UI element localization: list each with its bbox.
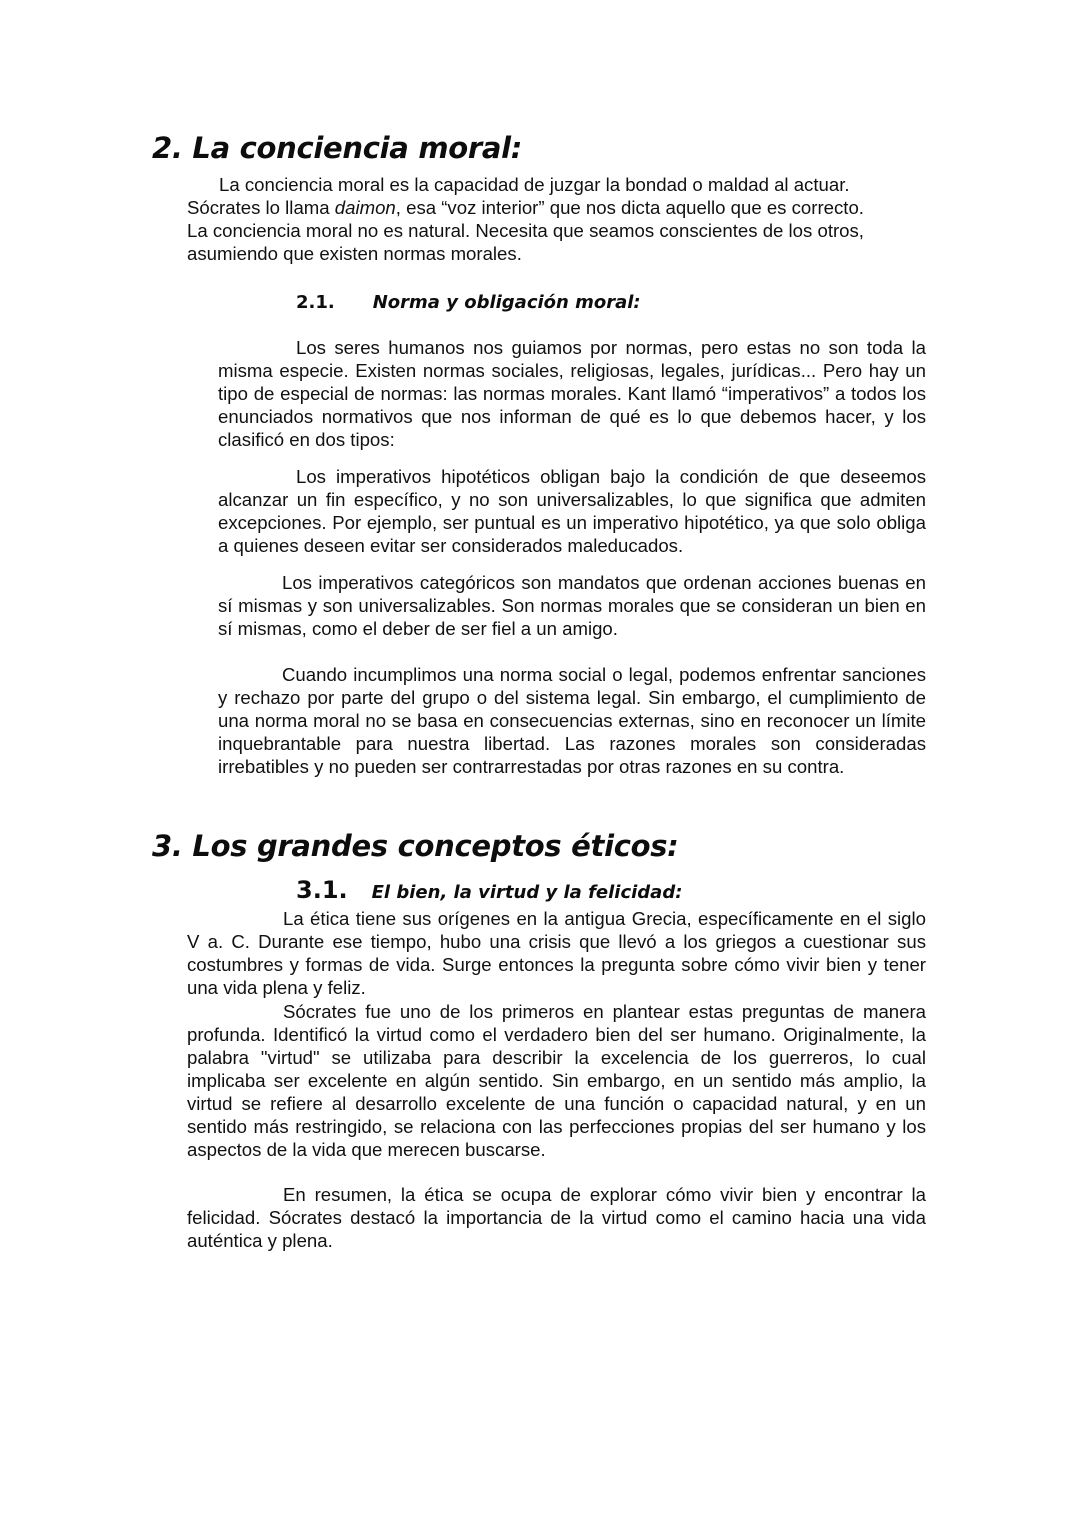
paragraph-incumplimiento: Cuando incumplimos una norma social o legal, podemos enfrentar sanciones y rechazo por parte del grupo o del sistema legal. Sin embargo, el cumplimiento de una norma moral no se basa en consecuencias externas, sino en reconocer un límite inquebrantable para nuestra libertad. Las razones morales son consideradas irrebatibles y no pueden ser contrarrestadas por otras razones en su contra.: [218, 664, 926, 777]
paragraph-resumen: En resumen, la ética se ocupa de explorar cómo vivir bien y encontrar la felicidad. Sócrates destacó la importancia de la virtud como el camino hacia una vida auténtica y plena.: [187, 1184, 926, 1251]
paragraph-normas: Los seres humanos nos guiamos por normas, pero estas no son toda la misma especie. Existen normas sociales, religiosas, legales, jurídicas... Pero hay un tipo de especial de normas: las normas morales. Kant llamó “imperativos” a todos los enunciados normativos que nos informan de qué es lo que debemos hacer, y los clasificó en dos tipos:: [218, 337, 926, 450]
subsection-2-1-heading: [296, 292, 641, 313]
subsection-number: 3.1.: [296, 876, 348, 904]
subsection-number: 2.1.: [296, 292, 335, 313]
subsection-3-1-heading: [296, 876, 682, 904]
paragraph-socrates-virtud: Sócrates fue uno de los primeros en plantear estas preguntas de manera profunda. Identificó la virtud como el verdadero bien del ser humano. Originalmente, la palabra "virtud" se utilizaba para describir la excelencia de los guerreros, lo cual implicaba ser excelente en algún sentido. Sin embargo, en un sentido más amplio, la virtud se refiere al desarrollo excelente de una función o capacidad natural, y en un sentido más restringido, se relaciona con las perfecciones propias del ser humano y los aspectos de la vida que merecen buscarse.: [187, 1001, 926, 1160]
subsection-title: El bien, la virtud y la felicidad:: [371, 882, 683, 903]
paragraph-origenes-etica: La ética tiene sus orígenes en la antigua Grecia, específicamente en el siglo V a. C. Durante ese tiempo, hubo una crisis que llevó a los griegos a cuestionar sus costumbres y formas de vida. Surge entonces la pregunta sobre cómo vivir bien y tener una vida plena y feliz.: [187, 908, 926, 998]
paragraph-imperativos-categoricos: Los imperativos categóricos son mandatos que ordenan acciones buenas en sí mismas y son universalizables. Son normas morales que se consideran un bien en sí mismas, como el deber de ser fiel a un amigo.: [218, 572, 926, 639]
section-2-heading: 2. La conciencia moral:: [152, 131, 523, 165]
section-2-intro: La conciencia moral es la capacidad de juzgar la bondad o maldad al actuar. Sócrates lo llama daimon, esa “voz interior” que nos dicta aquello que es correcto. La conciencia moral no es natural. Necesita que seamos conscientes de los otros, asumiendo que existen normas morales.: [187, 174, 864, 264]
paragraph-imperativos-hipoteticos: Los imperativos hipotéticos obligan bajo la condición de que deseemos alcanzar un fin específico, y no son universalizables, lo que significa que admiten excepciones. Por ejemplo, ser puntual es un imperativo hipotético, ya que solo obliga a quienes deseen evitar ser considerados maleducados.: [218, 466, 926, 556]
subsection-title: Norma y obligación moral:: [372, 292, 641, 313]
section-3-heading: 3. Los grandes conceptos éticos:: [152, 829, 679, 863]
